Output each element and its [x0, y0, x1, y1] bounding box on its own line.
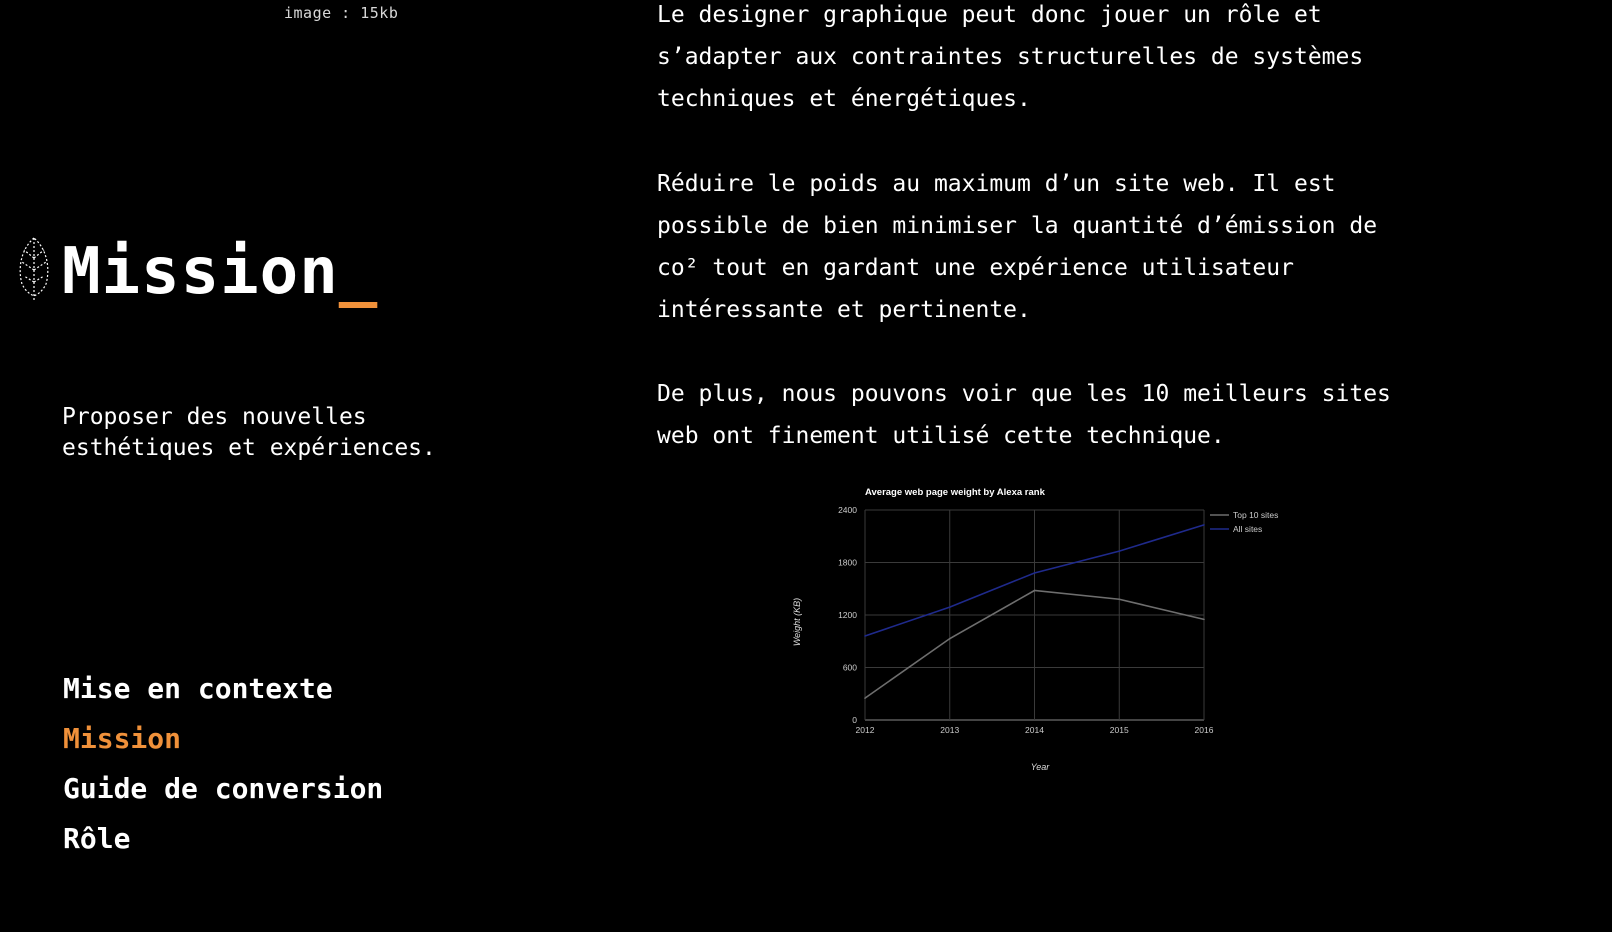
leaf-icon [16, 236, 52, 304]
chart-legend-label: Top 10 sites [1233, 510, 1279, 520]
chart-x-tick-label: 2014 [1025, 725, 1044, 735]
nav-item-role[interactable]: Rôle [63, 822, 131, 855]
chart-y-tick-label: 1200 [838, 610, 857, 620]
paragraph-top-sites [657, 373, 1517, 457]
chart-x-tick-label: 2013 [940, 725, 960, 735]
chart-data-point [1118, 598, 1120, 600]
chart-x-tick-label: 2016 [1194, 725, 1214, 735]
page-weight-chart [786, 480, 1306, 780]
nav-item-mission[interactable]: Mission [63, 722, 182, 755]
paragraph-reduce-weight [657, 163, 1517, 331]
chart-data-point [1118, 550, 1120, 552]
chart-legend-label: All sites [1233, 524, 1263, 534]
nav-item-guide-de-conversion[interactable]: Guide de conversion [63, 772, 384, 805]
page-title [62, 232, 378, 312]
chart-title: Average web page weight by Alexa rank [865, 487, 1045, 498]
chart-y-tick-label: 2400 [838, 505, 857, 515]
subtitle-line: esthétiques et expériences. [62, 435, 436, 461]
chart-data-point [864, 635, 866, 637]
chart-data-point [1203, 619, 1205, 621]
chart-data-point [1034, 572, 1036, 574]
page-subtitle [62, 402, 436, 464]
paragraph-line: possible de bien minimiser la quantité d’émission de [657, 213, 1378, 239]
paragraph-line: techniques et énergétiques. [657, 86, 1031, 112]
chart-y-axis-label: Weight (KB) [792, 597, 802, 647]
paragraph-line: Le designer graphique peut donc jouer un rôle et [657, 2, 1322, 28]
chart-data-point [949, 606, 951, 608]
paragraph-line: s’adapter aux contraintes structurelles de systèmes [657, 44, 1364, 70]
section-nav [63, 664, 383, 864]
image-size-caption: image : 15kb [284, 4, 399, 22]
chart-data-point [1034, 590, 1036, 592]
title-cursor: _ [338, 235, 379, 309]
chart-x-axis-label: Year [1030, 762, 1050, 772]
paragraph-line: Réduire le poids au maximum d’un site web. Il est [657, 171, 1336, 197]
paragraph-line: co² tout en gardant une expérience utilisateur [657, 255, 1294, 281]
chart-y-tick-label: 0 [852, 715, 857, 725]
nav-item-mise-en-contexte[interactable]: Mise en contexte [63, 672, 333, 705]
chart-data-point [949, 638, 951, 640]
subtitle-line: Proposer des nouvelles [62, 404, 367, 430]
chart-x-tick-label: 2012 [855, 725, 875, 735]
page-title-text: Mission [62, 235, 339, 309]
chart-data-point [1203, 524, 1205, 526]
chart-x-tick-label: 2015 [1109, 725, 1129, 735]
paragraph-line: web ont finement utilisé cette technique. [657, 423, 1225, 449]
paragraph-line: De plus, nous pouvons voir que les 10 meilleurs sites [657, 381, 1391, 407]
chart-y-tick-label: 1800 [838, 557, 857, 568]
chart-y-tick-label: 600 [842, 662, 857, 673]
paragraph-designer [657, 0, 1517, 120]
paragraph-line: intéressante et pertinente. [657, 297, 1031, 323]
chart-data-point [864, 697, 866, 699]
